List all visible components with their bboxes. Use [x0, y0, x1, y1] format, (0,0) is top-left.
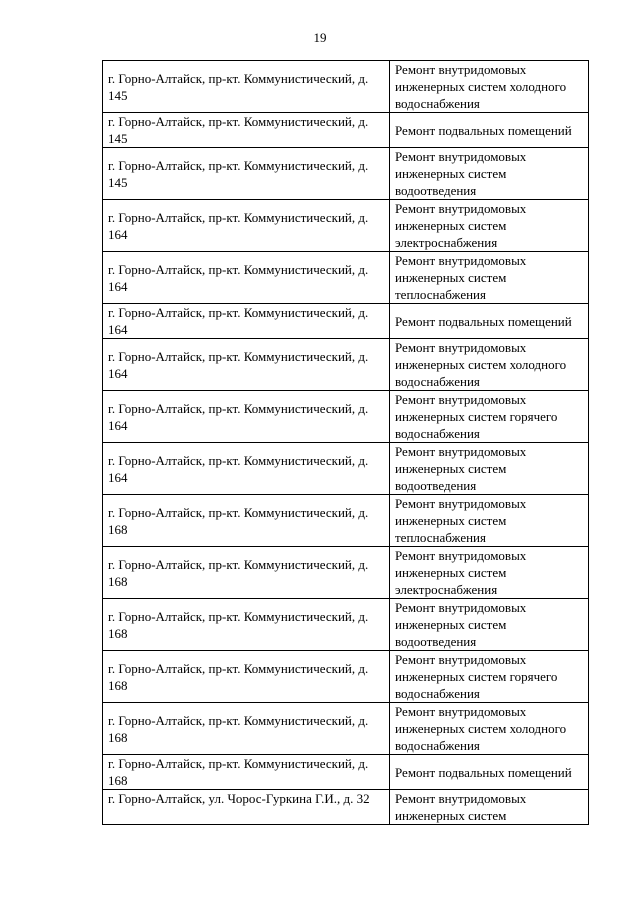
work-type-cell: Ремонт внутридомовых инженерных систем — [390, 790, 589, 825]
table-row — [103, 495, 589, 547]
table-row — [103, 651, 589, 703]
work-type-cell: Ремонт внутридомовых инженерных систем электроснабжения — [390, 547, 589, 599]
table-row — [103, 703, 589, 755]
table-row — [103, 443, 589, 495]
work-type-cell: Ремонт внутридомовых инженерных систем горячего водоснабжения — [390, 651, 589, 703]
table-row — [103, 339, 589, 391]
address-cell: г. Горно-Алтайск, пр-кт. Коммунистический, д. 164 — [103, 443, 390, 495]
table-row — [103, 391, 589, 443]
work-type-cell: Ремонт подвальных помещений — [390, 755, 589, 790]
address-cell: г. Горно-Алтайск, пр-кт. Коммунистический, д. 168 — [103, 651, 390, 703]
table-row — [103, 200, 589, 252]
address-cell: г. Горно-Алтайск, пр-кт. Коммунистический, д. 168 — [103, 547, 390, 599]
work-type-cell: Ремонт внутридомовых инженерных систем холодного водоснабжения — [390, 703, 589, 755]
works-table — [102, 60, 589, 825]
address-cell: г. Горно-Алтайск, ул. Чорос-Гуркина Г.И., д. 32 — [103, 790, 390, 825]
work-type-cell: Ремонт внутридомовых инженерных систем теплоснабжения — [390, 495, 589, 547]
address-cell: г. Горно-Алтайск, пр-кт. Коммунистический, д. 168 — [103, 703, 390, 755]
work-type-cell: Ремонт подвальных помещений — [390, 113, 589, 148]
address-cell: г. Горно-Алтайск, пр-кт. Коммунистический, д. 164 — [103, 200, 390, 252]
work-type-cell: Ремонт внутридомовых инженерных систем электроснабжения — [390, 200, 589, 252]
address-cell: г. Горно-Алтайск, пр-кт. Коммунистический, д. 145 — [103, 148, 390, 200]
address-cell: г. Горно-Алтайск, пр-кт. Коммунистический, д. 168 — [103, 495, 390, 547]
address-cell: г. Горно-Алтайск, пр-кт. Коммунистический, д. 168 — [103, 755, 390, 790]
work-type-cell: Ремонт внутридомовых инженерных систем теплоснабжения — [390, 252, 589, 304]
work-type-cell: Ремонт внутридомовых инженерных систем водоотведения — [390, 599, 589, 651]
table-row — [103, 148, 589, 200]
address-cell: г. Горно-Алтайск, пр-кт. Коммунистический, д. 164 — [103, 391, 390, 443]
table-row — [103, 547, 589, 599]
work-type-cell: Ремонт внутридомовых инженерных систем холодного водоснабжения — [390, 339, 589, 391]
work-type-cell: Ремонт внутридомовых инженерных систем водоотведения — [390, 148, 589, 200]
address-cell: г. Горно-Алтайск, пр-кт. Коммунистический, д. 164 — [103, 252, 390, 304]
table-row — [103, 252, 589, 304]
table-row — [103, 755, 589, 790]
address-cell: г. Горно-Алтайск, пр-кт. Коммунистический, д. 145 — [103, 113, 390, 148]
work-type-cell: Ремонт внутридомовых инженерных систем горячего водоснабжения — [390, 391, 589, 443]
work-type-cell: Ремонт внутридомовых инженерных систем холодного водоснабжения — [390, 61, 589, 113]
address-cell: г. Горно-Алтайск, пр-кт. Коммунистический, д. 145 — [103, 61, 390, 113]
table-row — [103, 61, 589, 113]
table-row — [103, 304, 589, 339]
work-type-cell: Ремонт внутридомовых инженерных систем водоотведения — [390, 443, 589, 495]
table-row — [103, 599, 589, 651]
page-number: 19 — [313, 30, 327, 45]
work-type-cell: Ремонт подвальных помещений — [390, 304, 589, 339]
address-cell: г. Горно-Алтайск, пр-кт. Коммунистический, д. 164 — [103, 304, 390, 339]
table-body — [103, 61, 589, 825]
address-cell: г. Горно-Алтайск, пр-кт. Коммунистический, д. 168 — [103, 599, 390, 651]
table-row — [103, 113, 589, 148]
address-cell: г. Горно-Алтайск, пр-кт. Коммунистический, д. 164 — [103, 339, 390, 391]
table-row — [103, 790, 589, 825]
